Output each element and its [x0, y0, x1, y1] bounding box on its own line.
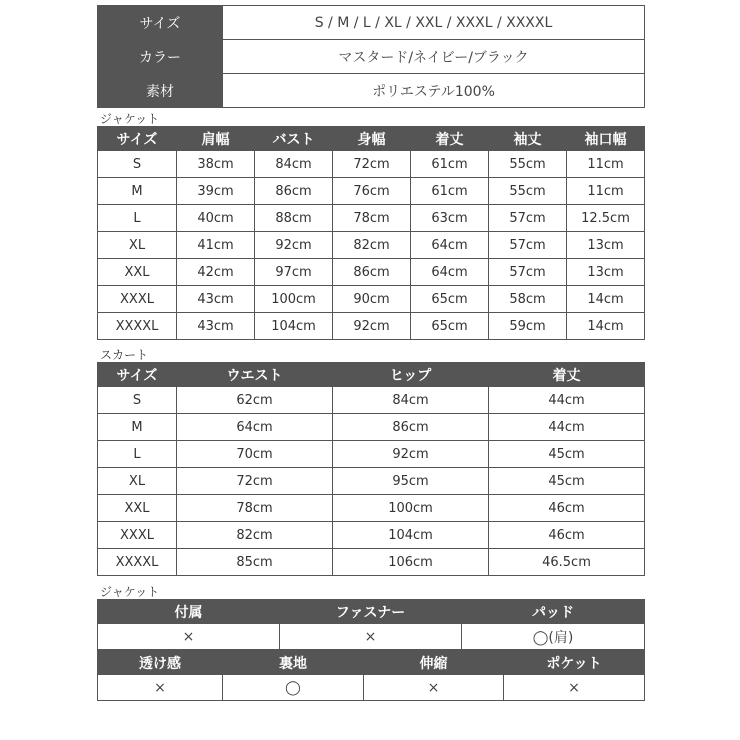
size-label-cell: L	[98, 205, 177, 232]
measurement-cell: 65cm	[411, 313, 489, 340]
column-header: 透け感	[98, 651, 223, 675]
table-row	[98, 495, 645, 522]
measurement-cell: 104cm	[333, 522, 489, 549]
jacket-features-table-1	[97, 599, 645, 650]
measurement-cell: 63cm	[411, 205, 489, 232]
info-row-size	[98, 6, 645, 40]
measurement-cell: 55cm	[489, 151, 567, 178]
column-header: 伸縮	[364, 651, 504, 675]
measurement-cell: 57cm	[489, 205, 567, 232]
table-row	[98, 259, 645, 286]
size-label-cell: XXL	[98, 495, 177, 522]
info-value: ポリエステル100%	[223, 74, 645, 108]
measurement-cell: 100cm	[255, 286, 333, 313]
size-label-cell: S	[98, 151, 177, 178]
measurement-cell: 92cm	[333, 441, 489, 468]
measurement-cell: 95cm	[333, 468, 489, 495]
column-header: 袖丈	[489, 127, 567, 151]
column-header: 着丈	[489, 363, 645, 387]
column-header: ファスナー	[280, 600, 462, 624]
measurement-cell: 43cm	[177, 286, 255, 313]
feature-value: ×	[364, 675, 504, 701]
info-row-color	[98, 40, 645, 74]
table-row	[98, 205, 645, 232]
size-label-cell: XXL	[98, 259, 177, 286]
column-header: ポケット	[504, 651, 645, 675]
measurement-cell: 64cm	[411, 259, 489, 286]
measurement-cell: 46.5cm	[489, 549, 645, 576]
measurement-cell: 59cm	[489, 313, 567, 340]
table-row	[98, 313, 645, 340]
column-header: サイズ	[98, 363, 177, 387]
measurement-cell: 86cm	[333, 259, 411, 286]
skirt-size-table	[97, 362, 645, 576]
measurement-cell: 11cm	[567, 151, 645, 178]
size-label-cell: M	[98, 414, 177, 441]
measurement-cell: 46cm	[489, 495, 645, 522]
size-label-cell: XL	[98, 232, 177, 259]
measurement-cell: 57cm	[489, 259, 567, 286]
feature-value: ◯(肩)	[462, 624, 645, 650]
measurement-cell: 43cm	[177, 313, 255, 340]
info-label: 素材	[98, 74, 223, 108]
measurement-cell: 85cm	[177, 549, 333, 576]
info-row-material	[98, 74, 645, 108]
measurement-cell: 14cm	[567, 286, 645, 313]
features-header-row	[98, 600, 645, 624]
measurement-cell: 45cm	[489, 441, 645, 468]
table-row	[98, 232, 645, 259]
measurement-cell: 42cm	[177, 259, 255, 286]
size-label-cell: XXXL	[98, 286, 177, 313]
column-header: 袖口幅	[567, 127, 645, 151]
measurement-cell: 84cm	[333, 387, 489, 414]
measurement-cell: 64cm	[411, 232, 489, 259]
jacket-features-caption: ジャケット	[100, 585, 160, 599]
measurement-cell: 106cm	[333, 549, 489, 576]
column-header: バスト	[255, 127, 333, 151]
jacket-size-header-row	[98, 127, 645, 151]
measurement-cell: 104cm	[255, 313, 333, 340]
column-header: 着丈	[411, 127, 489, 151]
table-row	[98, 549, 645, 576]
size-label-cell: XL	[98, 468, 177, 495]
measurement-cell: 57cm	[489, 232, 567, 259]
table-row	[98, 178, 645, 205]
measurement-cell: 100cm	[333, 495, 489, 522]
size-label-cell: S	[98, 387, 177, 414]
measurement-cell: 38cm	[177, 151, 255, 178]
column-header: 身幅	[333, 127, 411, 151]
measurement-cell: 12.5cm	[567, 205, 645, 232]
measurement-cell: 46cm	[489, 522, 645, 549]
measurement-cell: 78cm	[177, 495, 333, 522]
measurement-cell: 86cm	[333, 414, 489, 441]
info-value: マスタード/ネイビー/ブラック	[223, 40, 645, 74]
measurement-cell: 82cm	[177, 522, 333, 549]
measurement-cell: 44cm	[489, 414, 645, 441]
column-header: サイズ	[98, 127, 177, 151]
size-label-cell: L	[98, 441, 177, 468]
size-label-cell: M	[98, 178, 177, 205]
jacket-size-caption: ジャケット	[100, 112, 160, 126]
measurement-cell: 72cm	[333, 151, 411, 178]
feature-value: ×	[504, 675, 645, 701]
table-row	[98, 468, 645, 495]
size-label-cell: XXXXL	[98, 549, 177, 576]
table-row	[98, 286, 645, 313]
measurement-cell: 92cm	[333, 313, 411, 340]
measurement-cell: 44cm	[489, 387, 645, 414]
measurement-cell: 88cm	[255, 205, 333, 232]
measurement-cell: 11cm	[567, 178, 645, 205]
size-label-cell: XXXXL	[98, 313, 177, 340]
measurement-cell: 13cm	[567, 259, 645, 286]
column-header: ウエスト	[177, 363, 333, 387]
column-header: 付属	[98, 600, 280, 624]
skirt-size-caption: スカート	[100, 348, 149, 362]
measurement-cell: 78cm	[333, 205, 411, 232]
features-value-row	[98, 675, 645, 701]
features-header-row	[98, 651, 645, 675]
measurement-cell: 39cm	[177, 178, 255, 205]
measurement-cell: 58cm	[489, 286, 567, 313]
table-row	[98, 441, 645, 468]
column-header: 肩幅	[177, 127, 255, 151]
measurement-cell: 92cm	[255, 232, 333, 259]
measurement-cell: 13cm	[567, 232, 645, 259]
measurement-cell: 76cm	[333, 178, 411, 205]
measurement-cell: 55cm	[489, 178, 567, 205]
measurement-cell: 14cm	[567, 313, 645, 340]
info-label: サイズ	[98, 6, 223, 40]
measurement-cell: 90cm	[333, 286, 411, 313]
measurement-cell: 65cm	[411, 286, 489, 313]
measurement-cell: 82cm	[333, 232, 411, 259]
jacket-size-table	[97, 126, 645, 340]
measurement-cell: 61cm	[411, 151, 489, 178]
measurement-cell: 61cm	[411, 178, 489, 205]
measurement-cell: 64cm	[177, 414, 333, 441]
measurement-cell: 97cm	[255, 259, 333, 286]
feature-value: ×	[280, 624, 462, 650]
skirt-size-header-row	[98, 363, 645, 387]
measurement-cell: 40cm	[177, 205, 255, 232]
measurement-cell: 41cm	[177, 232, 255, 259]
measurement-cell: 84cm	[255, 151, 333, 178]
column-header: 裏地	[223, 651, 364, 675]
column-header: ヒップ	[333, 363, 489, 387]
size-label-cell: XXXL	[98, 522, 177, 549]
jacket-features-table-2	[97, 650, 645, 701]
feature-value: ×	[98, 624, 280, 650]
measurement-cell: 62cm	[177, 387, 333, 414]
measurement-cell: 72cm	[177, 468, 333, 495]
table-row	[98, 387, 645, 414]
feature-value: ×	[98, 675, 223, 701]
table-row	[98, 522, 645, 549]
info-value: S / M / L / XL / XXL / XXXL / XXXXL	[223, 6, 645, 40]
measurement-cell: 70cm	[177, 441, 333, 468]
measurement-cell: 86cm	[255, 178, 333, 205]
features-value-row	[98, 624, 645, 650]
column-header: パッド	[462, 600, 645, 624]
measurement-cell: 45cm	[489, 468, 645, 495]
info-label: カラー	[98, 40, 223, 74]
table-row	[98, 151, 645, 178]
table-row	[98, 414, 645, 441]
feature-value: ◯	[223, 675, 364, 701]
product-info-table	[97, 5, 645, 108]
